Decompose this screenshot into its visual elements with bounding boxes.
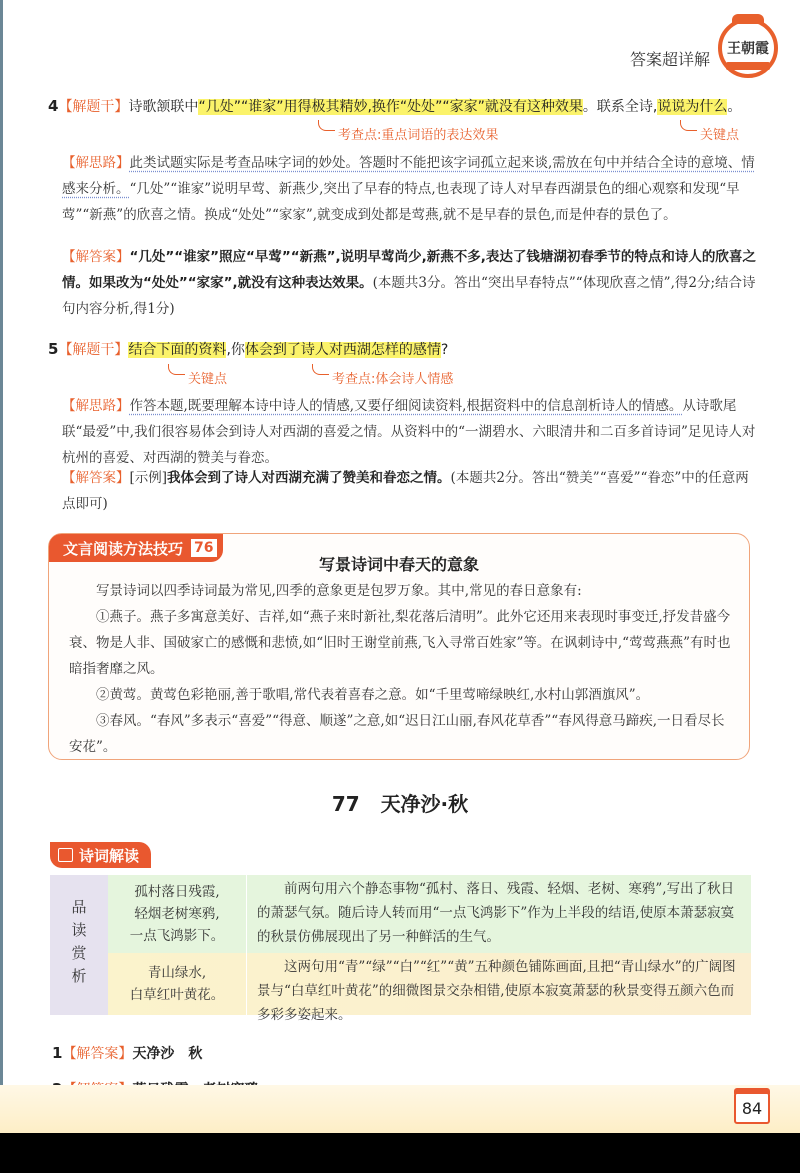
tip-tab-number: 76: [191, 539, 216, 557]
stem-tag: 【解题干】: [58, 99, 129, 115]
header: [630, 18, 778, 78]
arrow-icon: [318, 120, 335, 131]
answer-scoring-note: (本题共2分。答出“赞美”“喜爱”“眷恋”中的任意两点即可): [62, 470, 749, 512]
table-row: [108, 953, 751, 1023]
answer-tag: 【解答案】: [62, 249, 130, 265]
thinking-underlined: 作答本题,既要理解本诗中诗人的情感,又要仔细阅读资料,根据资料中的信息剖析诗人的情感。: [129, 398, 683, 414]
question-number: 4: [48, 97, 59, 115]
question-4-answer: [62, 244, 756, 322]
chapter-title: [0, 788, 800, 817]
question-number: 1: [52, 1044, 63, 1062]
tip-item-2: ②黄莺。黄莺色彩艳丽,善于歌唱,常代表着喜春之意。如“千里莺啼绿映红,水村山郭酒旗风”。: [96, 687, 650, 703]
header-title: 答案超详解: [629, 49, 710, 69]
question-5-answer: [62, 465, 756, 517]
poem-line: 一点飞鸿影下。: [129, 928, 225, 944]
bottom-bar: [0, 1133, 800, 1173]
stem-highlight: 说说为什么: [657, 99, 728, 115]
question-4-thinking: [62, 150, 756, 228]
chapter-name: 天净沙·秋: [380, 792, 469, 816]
answer-scoring-note: (本题共3分。答出“突出早春特点”“体现欣喜之情”,得2分;结合诗句内容分析,得1分): [62, 275, 756, 317]
stem-text: ,你: [226, 342, 245, 358]
logo-text: 王朝霞: [727, 41, 769, 57]
tip-tab-label: 文言阅读方法技巧: [63, 539, 184, 558]
arrow-icon: [312, 364, 329, 375]
section-tab: [50, 842, 151, 868]
stem-tag: 【解题干】: [58, 342, 129, 358]
question-number: 5: [48, 340, 59, 358]
answer-text: 我体会到了诗人对西湖充满了赞美和眷恋之情。: [167, 470, 451, 486]
section-label: 诗词解读: [79, 846, 140, 865]
stem-text: ?: [440, 342, 449, 358]
poem-line: 白草红叶黄花。: [129, 987, 225, 1003]
question-5-stem: [48, 338, 448, 361]
chapter-number: 77: [331, 792, 360, 816]
arrow-icon: [168, 364, 185, 375]
table-row: [108, 875, 751, 953]
stem-highlight: 体会到了诗人对西湖怎样的感情: [244, 342, 441, 358]
stem-text: 。联系全诗,: [582, 99, 658, 115]
poem-line: 轻烟老树寒鸦,: [134, 906, 220, 922]
thinking-tag: 【解思路】: [62, 155, 130, 171]
appreciation-table: [50, 875, 751, 1023]
side-label-text: 品读赏析: [69, 899, 88, 991]
stem-text: 。: [727, 99, 742, 115]
tip-item-3: ③春风。“春风”多表示“喜爱”“得意、顺遂”之意,如“迟日江山丽,春风花草香”“春风得意马蹄疾,一日看尽长安花”。: [69, 713, 725, 755]
footer-band: [0, 1085, 800, 1133]
thinking-text: “几处”“谁家”说明早莺、新燕少,突出了早春的特点,也表现了诗人对早春西湖景色的细心观察和发现“早莺”“新燕”的欣喜之情。换成“处处”“家家”,就变成到处都是莺燕,就不是早春的景色,而是仲春的景色了。: [62, 181, 740, 223]
tip-intro: 写景诗词以四季诗词最为常见,四季的意象更是包罗万象。其中,常见的春日意象有:: [96, 583, 582, 599]
answer-value: 天净沙 秋: [132, 1046, 203, 1062]
annotation-note: [680, 124, 739, 143]
tip-box: [48, 533, 750, 760]
thinking-text: 从诗歌尾联“最爱”中,我们很容易体会到诗人对西湖的喜爱之情。从资料中的“一湖碧水、六眼清井和二百多首诗词”足见诗人对杭州的喜爱、对西湖的赞美与眷恋。: [62, 398, 756, 466]
thinking-tag: 【解思路】: [62, 398, 130, 414]
annotation-note: [168, 368, 227, 387]
answer-1: [52, 1043, 202, 1063]
poem-analysis: 前两句用六个静态事物“孤村、落日、残霞、轻烟、老树、寒鸦”,写出了秋日的萧瑟气氛。随后诗人转而用“一点飞鸿影下”作为上半段的结语,使原本萧瑟寂寞的秋景仿佛展现出了另一种鲜活的生气。: [257, 881, 735, 945]
table-side-label: [50, 875, 108, 1015]
answer-text: “几处”“谁家”照应“早莺”“新燕”,说明早莺尚少,新燕不多,表达了钱塘湖初春季节的特点和诗人的欣喜之情。如果改为“处处”“家家”,就没有这种表达效果。: [62, 249, 756, 291]
stem-text: 诗歌颔联中: [128, 99, 199, 115]
page-number: 84: [734, 1092, 770, 1124]
stem-highlight: 结合下面的资料: [128, 342, 227, 358]
question-4-stem: [48, 95, 741, 118]
calendar-check-icon: [58, 848, 73, 862]
note-text: 考查点:体会诗人情感: [332, 372, 454, 387]
logo-ribbon: [726, 62, 770, 70]
note-text: 关键点: [188, 372, 228, 387]
note-text: 关键点: [700, 128, 740, 143]
poem-lines: [108, 953, 247, 1015]
answer-tag: 【解答案】: [62, 470, 130, 486]
tip-box-title: 写景诗词中春天的意象: [318, 555, 479, 574]
note-text: 考查点:重点词语的表达效果: [338, 128, 499, 143]
answer-tag: 【解答案】: [62, 1046, 133, 1062]
poem-analysis: 这两句用“青”“绿”“白”“红”“黄”五种颜色铺陈画面,且把“青山绿水”的广阔图景与“白草红叶黄花”的细微图景交杂相错,使原本寂寞萧瑟的秋景变得五颜六色而多彩多姿起来。: [257, 959, 736, 1023]
annotation-note: [312, 368, 453, 387]
poem-line: 孤村落日残霞,: [134, 884, 220, 900]
brand-logo-icon: [718, 18, 778, 78]
answer-example-label: [示例]: [129, 470, 168, 486]
tip-item-1: ①燕子。燕子多寓意美好、吉祥,如“燕子来时新社,梨花落后清明”。此外它还用来表现时事变迁,抒发昔盛今衰、物是人非、国破家亡的感慨和悲愤,如“旧时王谢堂前燕,飞入寻常百姓家”等。在讽刺诗中,“莺莺燕燕”有时也暗指奢靡之风。: [69, 609, 731, 677]
stem-highlight: “几处”“谁家”用得极其精妙,换作“处处”“家家”就没有这种效果: [198, 99, 583, 115]
arrow-icon: [680, 120, 697, 131]
poem-lines: [108, 875, 247, 953]
question-5-thinking: [62, 393, 756, 471]
annotation-note: [318, 124, 498, 143]
page-edge: [0, 0, 3, 1133]
tip-box-body: [69, 578, 735, 760]
poem-line: 青山绿水,: [147, 965, 207, 981]
thinking-underlined: 此类试题实际是考查品味字词的妙处。答题时不能把该字词孤立起来谈,需放在句中并结合全诗的意境、情感来分析。: [62, 155, 755, 197]
